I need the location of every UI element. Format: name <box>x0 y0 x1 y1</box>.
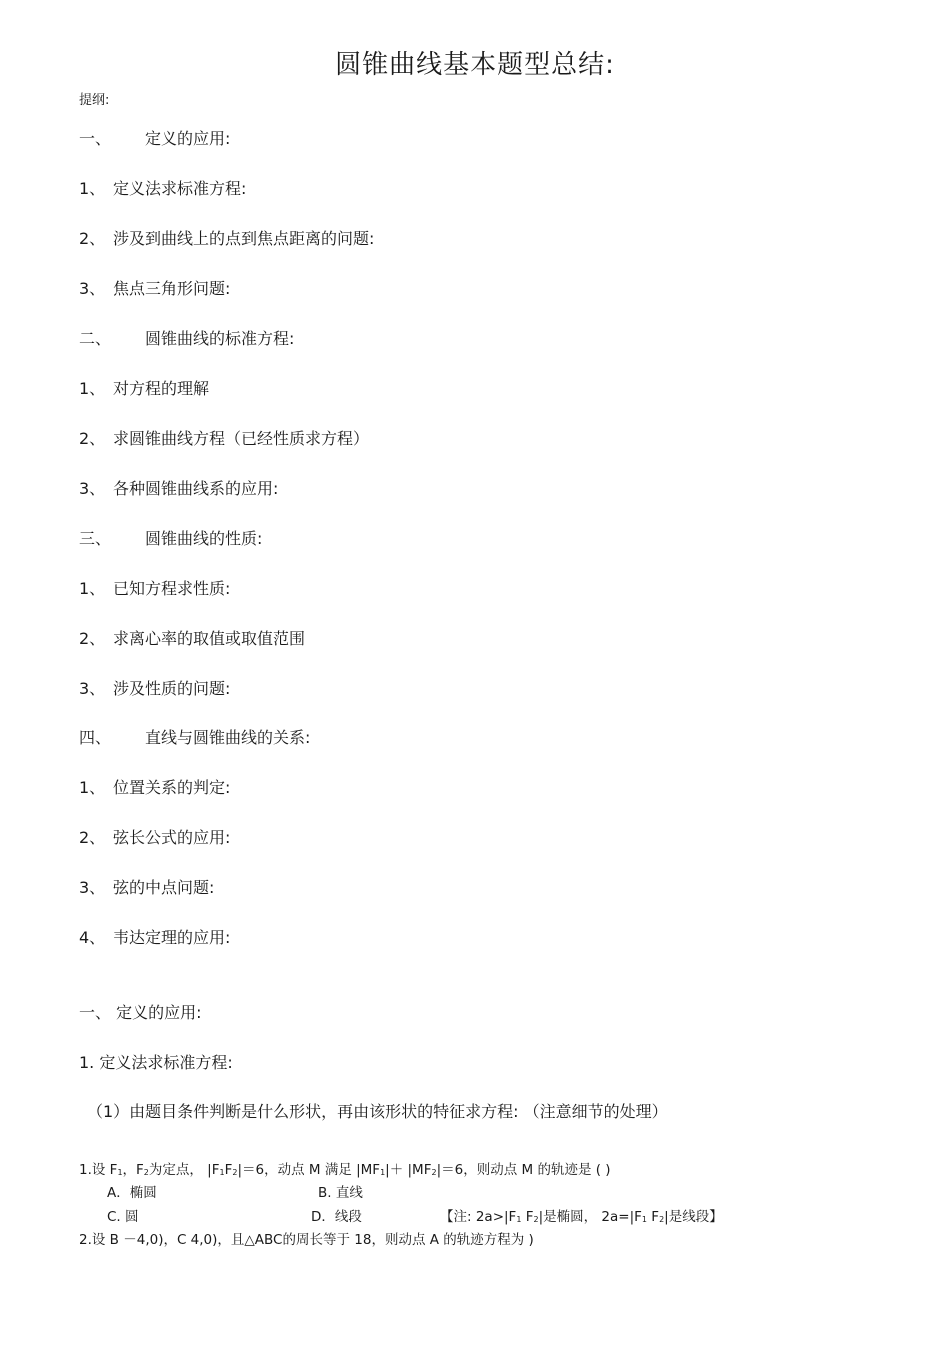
outline-item-text: 弦长公式的应用: <box>113 828 231 847</box>
option-b: B. 直线 <box>318 1185 363 1201</box>
outline-item-text: 对方程的理解 <box>113 379 210 398</box>
outline-item-num: 1、 <box>79 579 106 598</box>
outline-item-text: 位置关系的判定: <box>113 778 231 797</box>
outline-item <box>79 676 230 699</box>
outline-item-num: 2、 <box>79 429 106 448</box>
outline-label: 提纲: <box>79 93 110 108</box>
outline-item-text: 直线与圆锥曲线的关系: <box>145 728 311 747</box>
section-heading: 一、 定义的应用: <box>79 1003 202 1022</box>
outline-item-num: 三、 <box>79 529 112 548</box>
outline-item-num: 1、 <box>79 778 106 797</box>
outline-item-num: 2、 <box>79 629 106 648</box>
question-2: 2.设 B －4,0)，C 4,0)，且△ABC的周长等于 18，则动点 A 的轨迹方程为 ) <box>79 1232 534 1248</box>
outline-item-num: 2、 <box>79 229 106 248</box>
outline-item <box>79 326 294 349</box>
subsection-heading: 1. 定义法求标准方程: <box>79 1053 233 1072</box>
outline-item <box>79 925 230 948</box>
outline-item-text: 韦达定理的应用: <box>113 928 231 947</box>
option-c: C. 圆 <box>107 1209 139 1225</box>
option-d: D．线段 <box>311 1209 362 1225</box>
outline-item-num: 3、 <box>79 878 106 897</box>
outline-item-text: 已知方程求性质: <box>113 579 231 598</box>
outline-item-num: 1、 <box>79 179 106 198</box>
method-note: （1）由题目条件判断是什么形状，再由该形状的特征求方程: （注意细节的处理） <box>87 1102 668 1121</box>
outline-item <box>79 176 246 199</box>
outline-item-text: 求离心率的取值或取值范围 <box>113 629 306 648</box>
outline-item <box>79 376 209 399</box>
outline-item-text: 定义法求标准方程: <box>113 179 247 198</box>
outline-item-num: 2、 <box>79 828 106 847</box>
outline-item-num: 一、 <box>79 129 112 148</box>
outline-item <box>79 626 305 649</box>
outline-item <box>79 226 374 249</box>
outline-item-num: 3、 <box>79 279 106 298</box>
outline-item-num: 4、 <box>79 928 106 947</box>
option-a: A．椭圆 <box>107 1185 157 1201</box>
outline-item-text: 圆锥曲线的性质: <box>145 529 263 548</box>
outline-item <box>79 426 369 449</box>
outline-item-num: 四、 <box>79 728 112 747</box>
outline-item-num: 1、 <box>79 379 106 398</box>
outline-item-text: 涉及性质的问题: <box>113 679 231 698</box>
outline-item <box>79 725 310 748</box>
outline-item-num: 3、 <box>79 479 106 498</box>
question-1-note: 【注: $2a>|F_1$ $F_2|$是椭圆， $2a=|F_1$ $F_2|$是线段】 <box>440 1209 723 1225</box>
outline-item <box>79 875 214 898</box>
outline-item <box>79 526 262 549</box>
question-1: 1.设 $F_1$，$F_2$为定点， $|F_1F_2|=6$，动点 M 满足 $|MF_1|+ |MF_2|=6$，则动点 M 的轨迹是 ( ) <box>79 1162 611 1178</box>
outline-item <box>79 775 230 798</box>
outline-item-text: 涉及到曲线上的点到焦点距离的问题: <box>113 229 375 248</box>
outline-item <box>79 126 230 149</box>
outline-item-text: 求圆锥曲线方程（已经性质求方程） <box>113 429 370 448</box>
outline-item-text: 圆锥曲线的标准方程: <box>145 329 295 348</box>
outline-item-text: 各种圆锥曲线系的应用: <box>113 479 279 498</box>
outline-item-num: 3、 <box>79 679 106 698</box>
outline-item <box>79 825 230 848</box>
outline-item <box>79 576 230 599</box>
outline-item-num: 二、 <box>79 329 112 348</box>
outline-item-text: 焦点三角形问题: <box>113 279 231 298</box>
outline-item-text: 弦的中点问题: <box>113 878 215 897</box>
outline-item <box>79 276 230 299</box>
outline-item <box>79 476 278 499</box>
page-title: 圆锥曲线基本题型总结: <box>335 50 615 80</box>
outline-item-text: 定义的应用: <box>145 129 231 148</box>
